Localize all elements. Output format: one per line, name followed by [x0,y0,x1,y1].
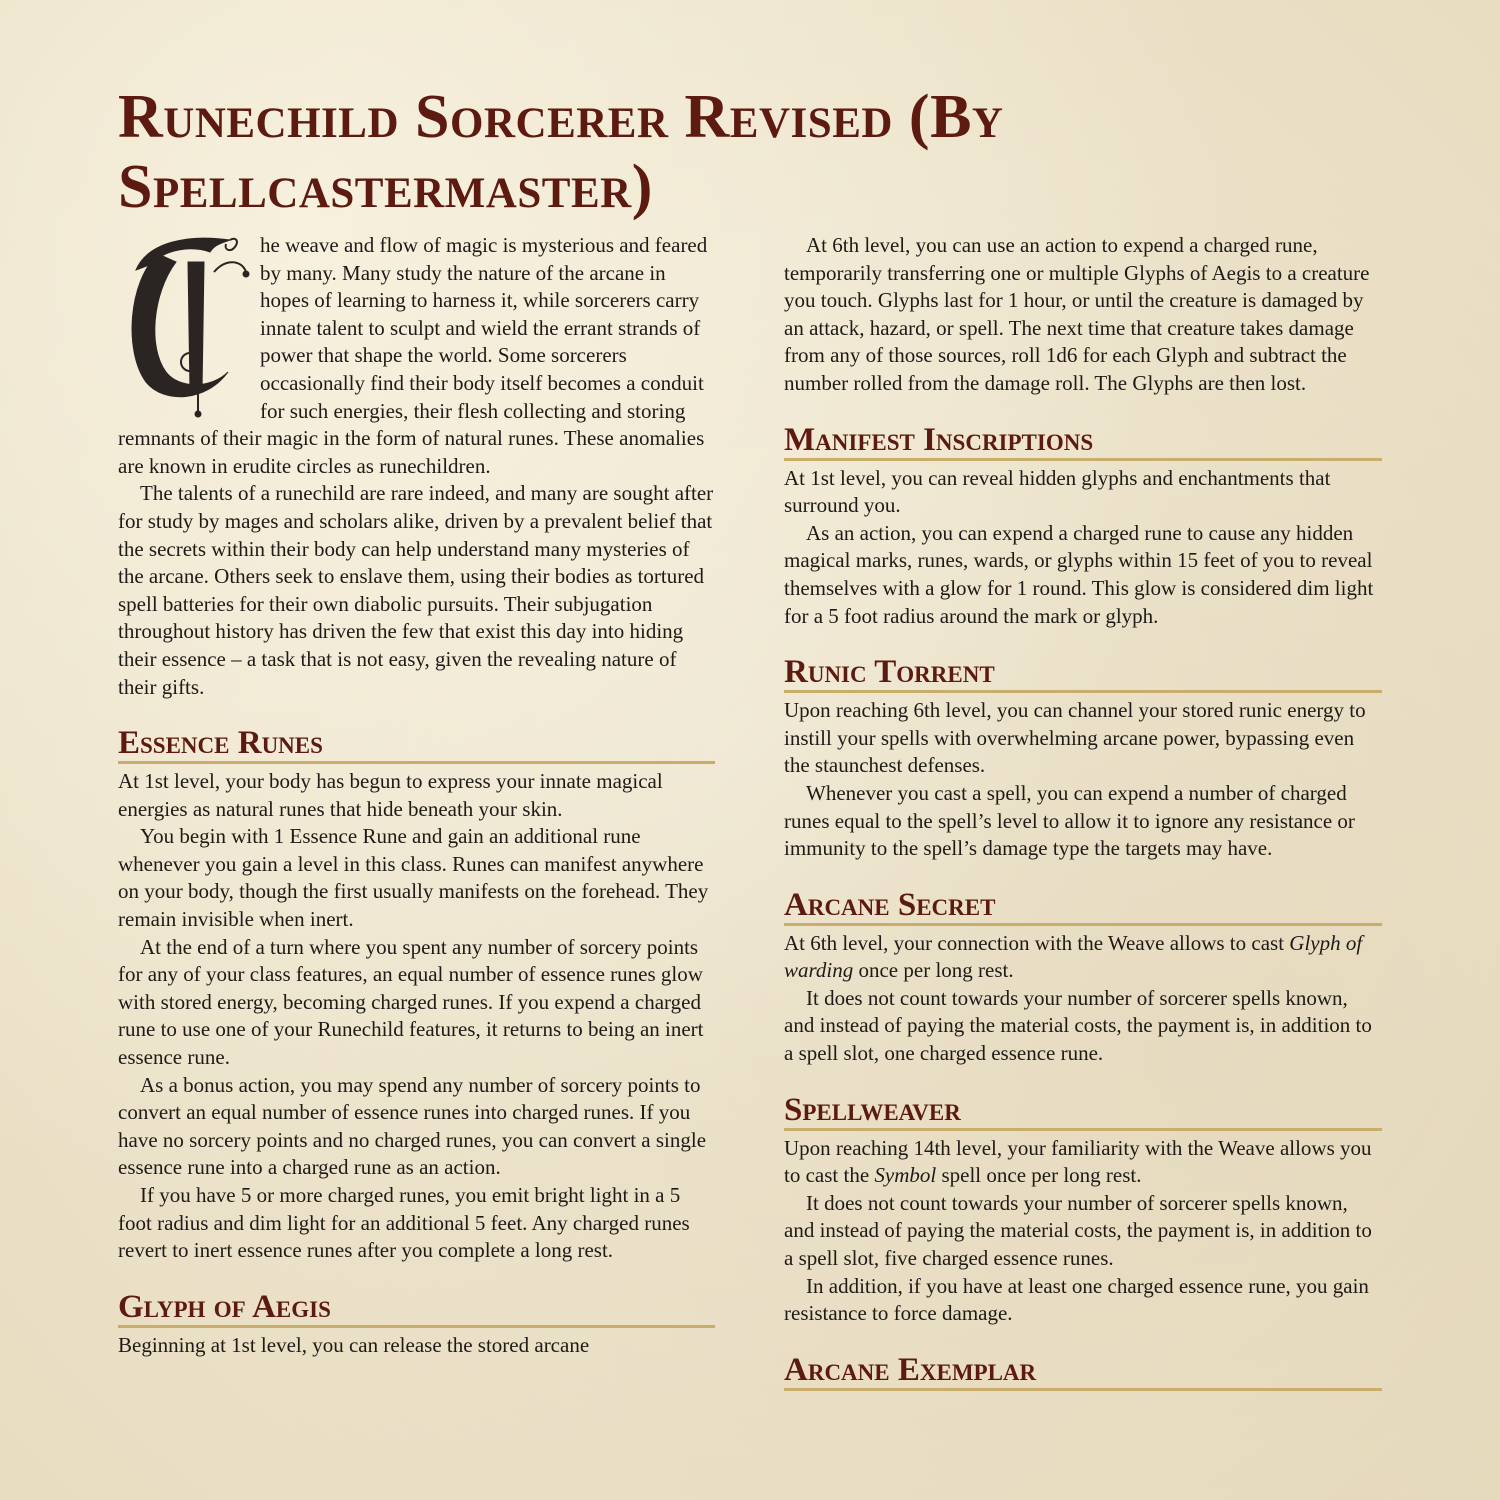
right-column [784,232,1382,1395]
dropcap-t-icon [118,232,258,424]
manifest-inscriptions-heading: Manifest Inscriptions [784,422,1382,461]
spellweaver-paragraph-1 [784,1135,1382,1190]
section-manifest-inscriptions [784,422,1382,631]
section-runic-torrent [784,654,1382,863]
runic-torrent-heading: Runic Torrent [784,654,1382,693]
spell-name-symbol: Symbol [874,1163,937,1188]
arcane-secret-heading: Arcane Secret [784,887,1382,926]
section-essence-runes [118,725,715,1265]
page-title: Runechild Sorcerer Revised (By Spellcastermaster) [118,83,1004,221]
section-glyph-of-aegis [118,1289,715,1360]
essence-runes-paragraph-2: You begin with 1 Essence Rune and gain an additional rune whenever you gain a level in this class. Runes can manifest anywhere on your body, though the first usually manifests on the forehead. They remain invisible when inert. [118,824,709,932]
spellweaver-text-post: spell once per long rest. [936,1163,1142,1188]
arcane-secret-paragraph-2: It does not count towards your number of sorcerer spells known, and instead of paying the material costs, the payment is, in addition to a spell slot, one charged essence rune. [784,985,1372,1066]
left-column [118,232,715,1359]
essence-runes-paragraph-3: At the end of a turn where you spent any number of sorcery points for any of your class features, an equal number of essence runes glow with stored energy, becoming charged runes. If you expend a charged rune to use one of your Runechild features, it returns to being an inert essence rune. [118,934,704,1070]
runic-torrent-paragraph-1: Upon reaching 6th level, you can channel your stored runic energy to instill your spells with overwhelming arcane power, bypassing even the staunchest defenses. [784,698,1366,778]
arcane-secret-text-post: once per long rest. [853,958,1014,983]
essence-runes-paragraph-4: As a bonus action, you may spend any number of sorcery points to convert an equal number of essence runes into charged runes. If you have no sorcery points and no charged runes, you can convert a single essence rune into a charged rune as an action. [118,1072,707,1180]
spellweaver-heading: Spellweaver [784,1092,1382,1131]
essence-runes-paragraph-5: If you have 5 or more charged runes, you emit bright light in a 5 foot radius and dim light for an additional 5 feet. Any charged runes revert to inert essence runes after you complete a long rest. [118,1183,690,1263]
spellweaver-paragraph-2: It does not count towards your number of sorcerer spells known, and instead of paying the material costs, the payment is, in addition to a spell slot, five charged essence runes. [784,1190,1372,1271]
spell-name-glyph-of-warding: Glyph of warding [784,930,1363,983]
arcane-exemplar-heading: Arcane Exemplar [784,1352,1382,1391]
glyph-of-aegis-paragraph-continued: At 6th level, you can use an action to expend a charged rune, temporarily transferring one or multiple Glyphs of Aegis to a creature you touch. Glyphs last for 1 hour, or until the creature is damaged by an attack, hazard, or spell. The next time that creature takes damage from any of those sources, roll 1d6 for each Glyph and subtract the number rolled from the damage roll. The Glyphs are then lost. [784,233,1370,395]
manifest-inscriptions-paragraph-2: As an action, you can expend a charged rune to cause any hidden magical marks, runes, wards, or glyphs within 15 feet of you to reveal themselves with a glow for 1 round. This glow is considered dim light for a 5 foot radius around the mark or glyph. [784,520,1374,628]
arcane-secret-paragraph-1 [784,930,1382,985]
section-arcane-exemplar [784,1352,1382,1391]
section-arcane-secret [784,887,1382,1068]
manifest-inscriptions-paragraph-1: At 1st level, you can reveal hidden glyphs and enchantments that surround you. [784,465,1331,518]
section-spellweaver [784,1092,1382,1328]
glyph-of-aegis-paragraph-1: Beginning at 1st level, you can release the stored arcane [118,1332,590,1357]
essence-runes-heading: Essence Runes [118,725,715,764]
spellweaver-paragraph-3: In addition, if you have at least one charged essence rune, you gain resistance to force damage. [784,1273,1369,1326]
intro-paragraph-1: he weave and flow of magic is mysterious and feared by many. Many study the nature of the arcane in hopes of learning to harness it, while sorcerers carry innate talent to sculpt and wield the errant strands of power that shape the world. Some sorcerers occasionally find their body itself becomes a conduit for such energies, their flesh collecting and storing remnants of their magic in the form of natural runes. These anomalies are known in erudite circles as runechildren. [118,233,708,478]
intro-paragraph-2: The talents of a runechild are rare indeed, and many are sought after for study by mages and scholars alike, driven by a prevalent belief that the secrets within their body can help understand many mysteries of the arcane. Others seek to enslave them, using their bodies as tortured spell batteries for their own diabolic pursuits. Their subjugation throughout history has driven the few that exist this day into hiding their essence – a task that is not easy, given the revealing nature of their gifts. [118,481,714,699]
arcane-secret-text-pre: At 6th level, your connection with the Weave allows to cast [784,930,1290,955]
dropcap [118,232,258,424]
glyph-of-aegis-heading: Glyph of Aegis [118,1289,715,1328]
runic-torrent-paragraph-2: Whenever you cast a spell, you can expend a number of charged runes equal to the spell’s level to allow it to ignore any resistance or immunity to the spell’s damage type the targets may have. [784,780,1355,861]
spellweaver-text-pre: Upon reaching 14th level, your familiarity with the Weave allows you to cast the [784,1135,1372,1188]
essence-runes-paragraph-1: At 1st level, your body has begun to express your innate magical energies as natural runes that hide beneath your skin. [118,769,663,821]
